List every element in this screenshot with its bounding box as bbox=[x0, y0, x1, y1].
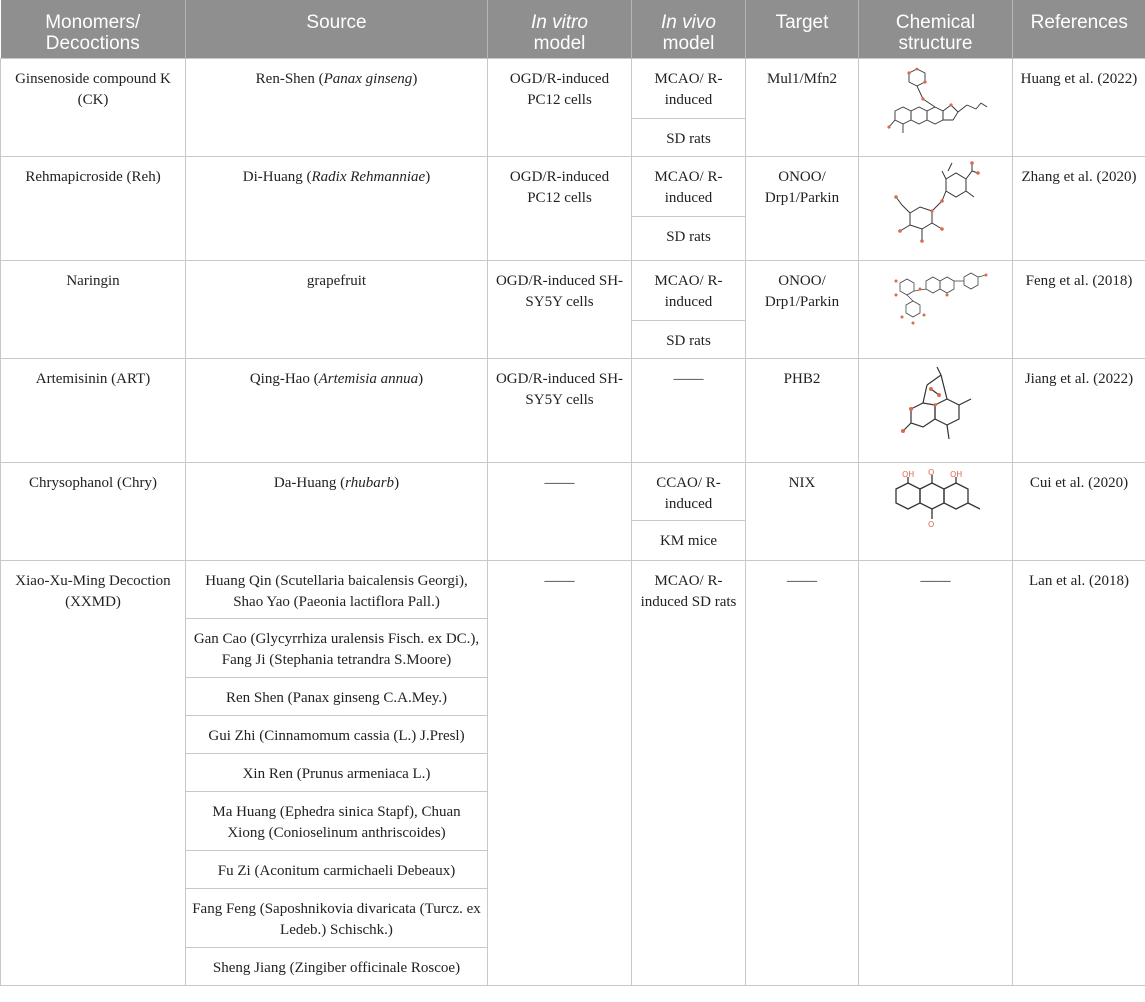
source-cell: Ren Shen (Panax ginseng C.A.Mey.) bbox=[186, 677, 488, 715]
structure-cell bbox=[859, 358, 1013, 462]
target-cell: NIX bbox=[746, 462, 859, 560]
target-cell: ONOO/ Drp1/Parkin bbox=[746, 156, 859, 260]
target-cell: ONOO/ Drp1/Parkin bbox=[746, 260, 859, 358]
reference-cell: Feng et al. (2018) bbox=[1013, 260, 1145, 358]
header-in-vivo: In vivo model bbox=[632, 0, 746, 58]
header-structure: Chemical structure bbox=[859, 0, 1013, 58]
monomer-name: Rehmapicroside (Reh) bbox=[1, 156, 186, 260]
in-vitro-cell: —— bbox=[488, 462, 632, 560]
in-vivo-cell: CCAO/ R-induced bbox=[632, 462, 746, 520]
svg-text:O: O bbox=[927, 468, 934, 477]
target-cell: —— bbox=[746, 560, 859, 985]
source-cell: Di-Huang (Radix Rehmanniae) bbox=[186, 156, 488, 260]
monomer-name: Naringin bbox=[1, 260, 186, 358]
in-vitro-cell: OGD/R-induced SH-SY5Y cells bbox=[488, 358, 632, 462]
header-references: References bbox=[1013, 0, 1145, 58]
header-in-vitro: In vitro model bbox=[488, 0, 632, 58]
structure-cell: —— bbox=[859, 560, 1013, 985]
table-row bbox=[1, 58, 1145, 118]
source-cell: Da-Huang (rhubarb) bbox=[186, 462, 488, 560]
svg-text:OH: OH bbox=[901, 469, 914, 479]
in-vivo-cell: KM mice bbox=[632, 520, 746, 560]
reference-cell: Jiang et al. (2022) bbox=[1013, 358, 1145, 462]
monomer-name: Artemisinin (ART) bbox=[1, 358, 186, 462]
svg-text:O: O bbox=[927, 519, 934, 529]
table-row bbox=[1, 358, 1145, 462]
rehmapicroside-structure-icon bbox=[886, 161, 986, 249]
chrysophanol-structure-icon bbox=[876, 469, 996, 529]
source-cell: Qing-Hao (Artemisia annua) bbox=[186, 358, 488, 462]
in-vivo-cell: SD rats bbox=[632, 216, 746, 260]
table-row bbox=[1, 560, 1145, 618]
structure-cell bbox=[859, 260, 1013, 358]
reference-cell: Lan et al. (2018) bbox=[1013, 560, 1145, 985]
artemisinin-structure-icon bbox=[891, 365, 981, 451]
in-vivo-cell: —— bbox=[632, 358, 746, 462]
table-row bbox=[1, 260, 1145, 320]
naringin-structure-icon bbox=[876, 271, 996, 331]
table-row bbox=[1, 156, 1145, 216]
source-cell: Fang Feng (Saposhnikovia divaricata (Turcz. ex Ledeb.) Schischk.) bbox=[186, 888, 488, 947]
table-row bbox=[1, 462, 1145, 520]
reference-cell: Huang et al. (2022) bbox=[1013, 58, 1145, 156]
monomer-name: Ginsenoside compound K (CK) bbox=[1, 58, 186, 156]
structure-cell bbox=[859, 462, 1013, 560]
header-monomers: Monomers/ Decoctions bbox=[1, 0, 186, 58]
source-cell: Fu Zi (Aconitum carmichaeli Debeaux) bbox=[186, 850, 488, 888]
in-vitro-cell: OGD/R-induced SH-SY5Y cells bbox=[488, 260, 632, 358]
source-cell: Xin Ren (Prunus armeniaca L.) bbox=[186, 753, 488, 791]
in-vivo-cell: MCAO/ R-induced SD rats bbox=[632, 560, 746, 985]
in-vivo-cell: SD rats bbox=[632, 320, 746, 358]
ginsenoside-structure-icon bbox=[881, 65, 991, 149]
header-row bbox=[1, 0, 1145, 58]
in-vivo-cell: MCAO/ R-induced bbox=[632, 260, 746, 320]
target-cell: PHB2 bbox=[746, 358, 859, 462]
header-target: Target bbox=[746, 0, 859, 58]
in-vitro-cell: OGD/R-induced PC12 cells bbox=[488, 58, 632, 156]
source-cell: Gui Zhi (Cinnamomum cassia (L.) J.Presl) bbox=[186, 715, 488, 753]
source-cell: Ren-Shen (Panax ginseng) bbox=[186, 58, 488, 156]
source-cell: Huang Qin (Scutellaria baicalensis Georgi), Shao Yao (Paeonia lactiflora Pall.) bbox=[186, 560, 488, 618]
structure-cell bbox=[859, 156, 1013, 260]
source-cell: Gan Cao (Glycyrrhiza uralensis Fisch. ex DC.), Fang Ji (Stephania tetrandra S.Moore) bbox=[186, 618, 488, 677]
reference-cell: Zhang et al. (2020) bbox=[1013, 156, 1145, 260]
in-vivo-cell: MCAO/ R-induced bbox=[632, 58, 746, 118]
structure-cell bbox=[859, 58, 1013, 156]
header-source: Source bbox=[186, 0, 488, 58]
in-vivo-cell: SD rats bbox=[632, 118, 746, 156]
monomer-name: Xiao-Xu-Ming Decoction (XXMD) bbox=[1, 560, 186, 985]
in-vitro-cell: —— bbox=[488, 560, 632, 985]
source-cell: grapefruit bbox=[186, 260, 488, 358]
source-cell: Ma Huang (Ephedra sinica Stapf), Chuan Xiong (Conioselinum anthriscoides) bbox=[186, 791, 488, 850]
target-cell: Mul1/Mfn2 bbox=[746, 58, 859, 156]
reference-cell: Cui et al. (2020) bbox=[1013, 462, 1145, 560]
source-cell: Sheng Jiang (Zingiber officinale Roscoe) bbox=[186, 947, 488, 985]
monomer-name: Chrysophanol (Chry) bbox=[1, 462, 186, 560]
svg-text:OH: OH bbox=[949, 469, 962, 479]
in-vivo-cell: MCAO/ R-induced bbox=[632, 156, 746, 216]
in-vitro-cell: OGD/R-induced PC12 cells bbox=[488, 156, 632, 260]
